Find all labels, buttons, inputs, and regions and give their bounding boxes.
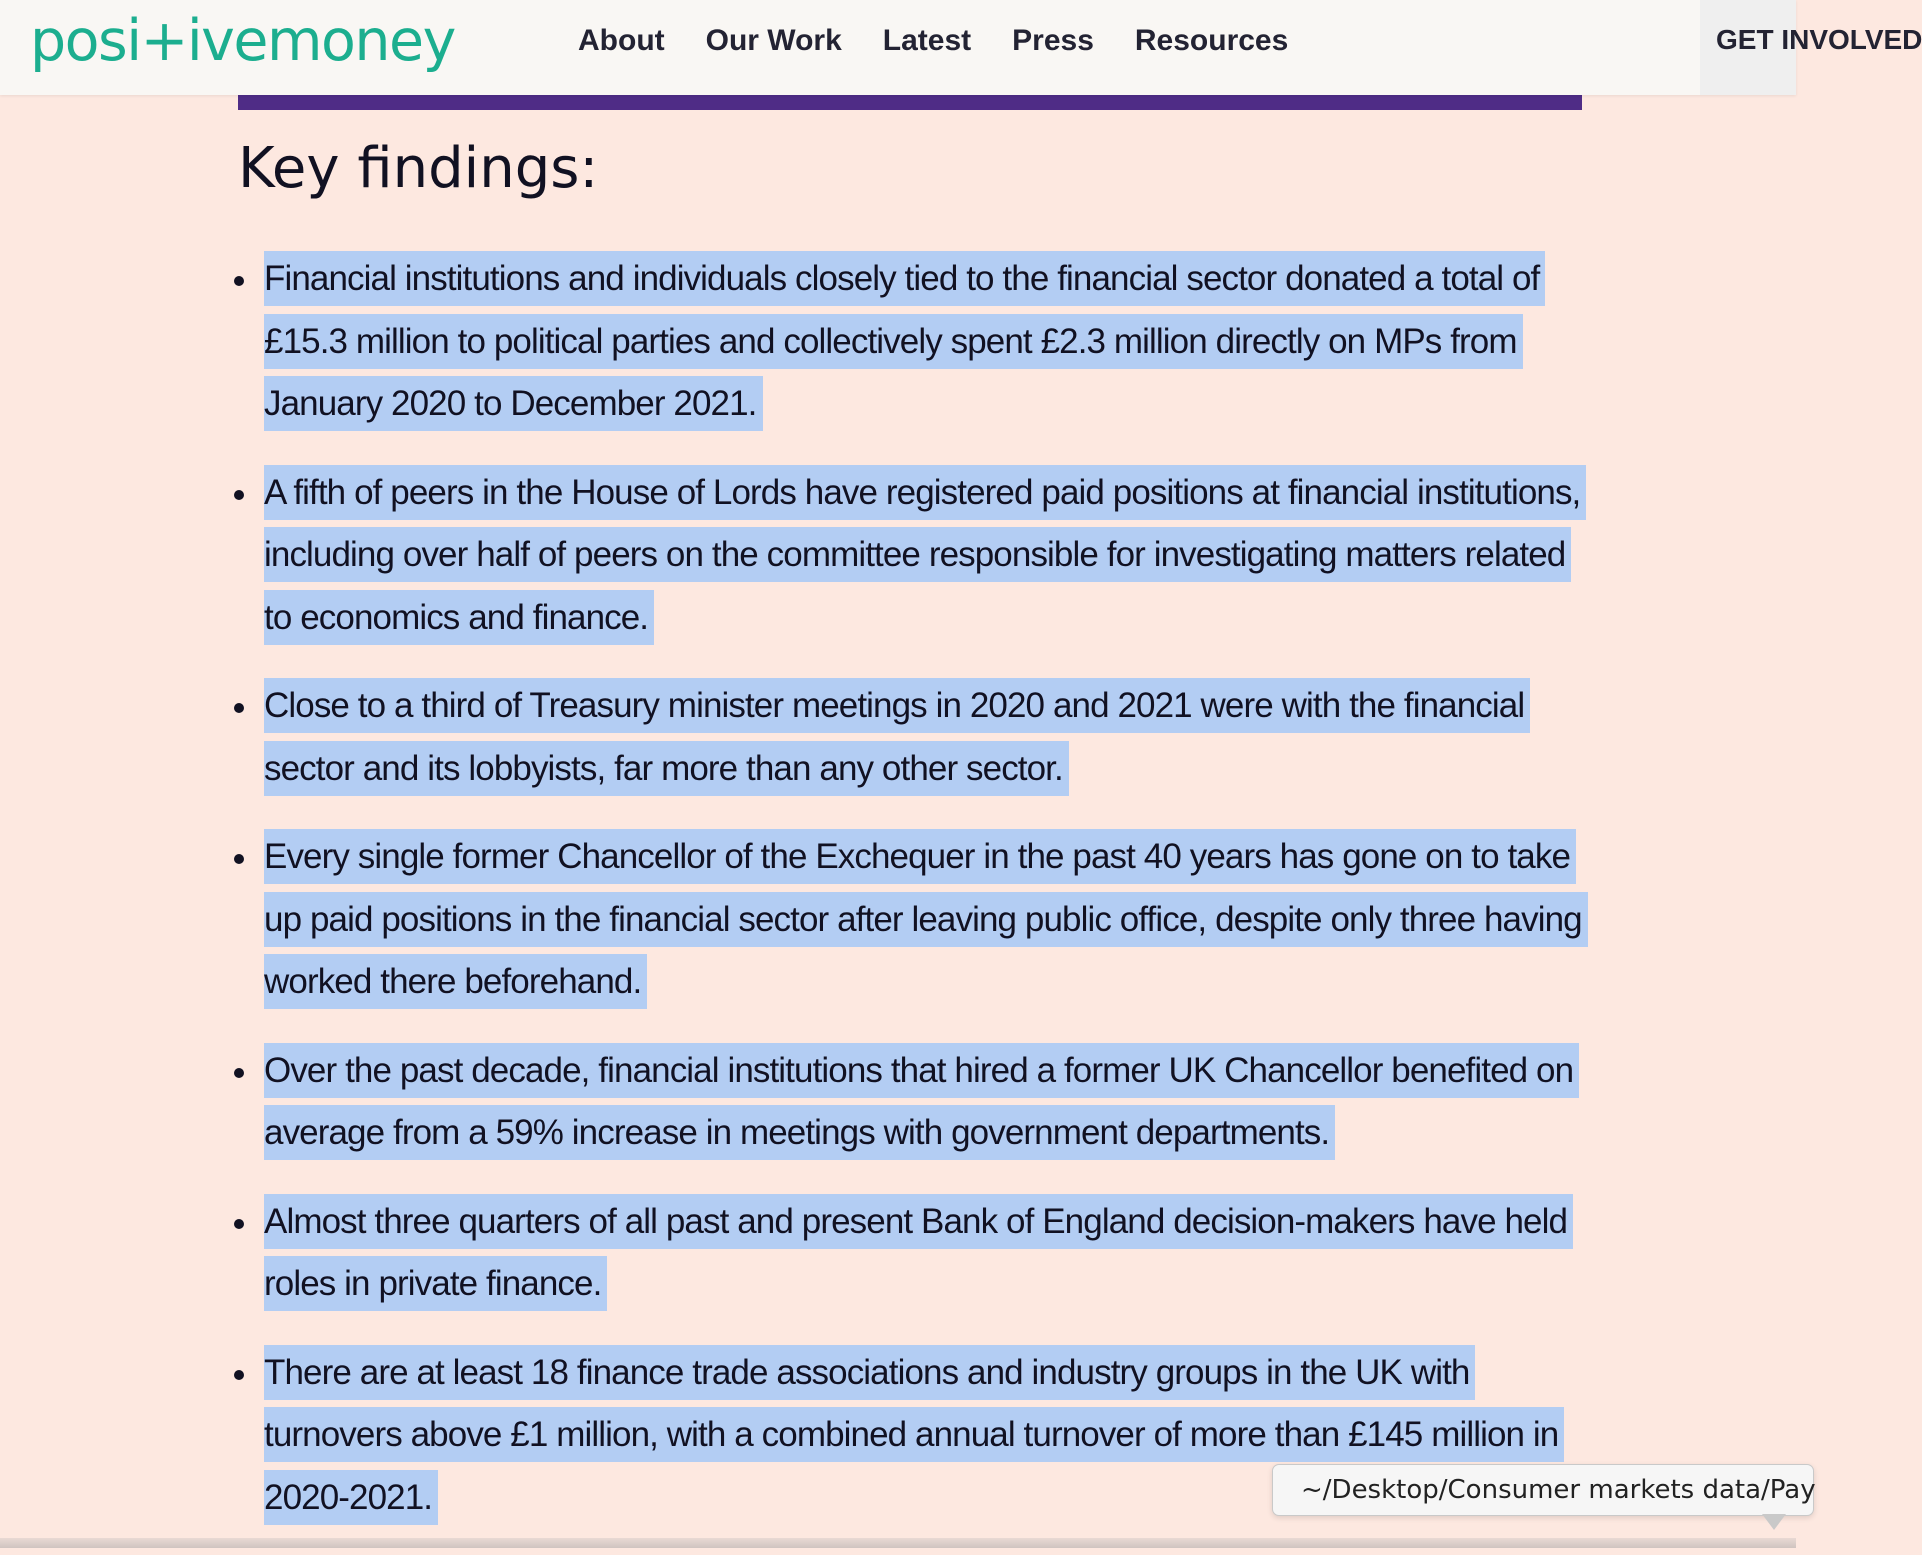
list-item	[226, 1040, 1586, 1165]
finding-text[interactable]: Almost three quarters of all past and present Bank of England decision-makers have held roles in private finance.	[264, 1194, 1573, 1312]
finding-text[interactable]: Over the past decade, financial institutions that hired a former UK Chancellor benefited on average from a 59% increase in meetings with government departments.	[264, 1043, 1579, 1161]
nav-item-our-work[interactable]: Our Work	[705, 24, 842, 57]
key-findings-list	[226, 248, 1586, 1555]
main-nav	[578, 0, 1288, 82]
list-item	[226, 248, 1586, 436]
list-item	[226, 462, 1586, 650]
list-item	[226, 1191, 1586, 1316]
site-header	[0, 0, 1922, 95]
window-bottom-edge	[0, 1538, 1796, 1548]
tooltip-pointer	[1762, 1514, 1786, 1530]
finding-text[interactable]: There are at least 18 finance trade associations and industry groups in the UK with turnovers above £1 million, with a combined annual turnover of more than £145 million in 2020-2021.	[264, 1345, 1564, 1525]
file-path-tooltip	[1272, 1464, 1814, 1516]
nav-item-latest[interactable]: Latest	[882, 24, 972, 57]
finding-text[interactable]: Every single former Chancellor of the Exchequer in the past 40 years has gone on to take up paid positions in the financial sector after leaving public office, despite only three having worked there beforehand.	[264, 829, 1588, 1009]
tooltip-path-text: ~/Desktop/Consumer markets data/Pay	[1301, 1475, 1816, 1505]
list-item	[226, 826, 1586, 1014]
nav-item-about[interactable]: About	[578, 24, 665, 57]
list-item	[226, 675, 1586, 800]
finding-text[interactable]: Close to a third of Treasury minister meetings in 2020 and 2021 were with the financial sector and its lobbyists, far more than any other sector.	[264, 678, 1530, 796]
finding-text[interactable]: Financial institutions and individuals closely tied to the financial sector donated a total of £15.3 million to political parties and collectively spent £2.3 million directly on MPs from January 2020 to December 2021.	[264, 251, 1545, 431]
nav-item-press[interactable]: Press	[1012, 24, 1094, 57]
positive-money-logo[interactable]: posi+ivemoney	[30, 8, 455, 74]
finding-text[interactable]: A fifth of peers in the House of Lords have registered paid positions at financial institutions, including over half of peers on the committee responsible for investigating matters related to economics and finance.	[264, 465, 1586, 645]
get-involved-button[interactable]	[1700, 0, 1922, 95]
nav-item-resources[interactable]: Resources	[1134, 24, 1289, 57]
get-involved-label: GET INVOLVED	[1716, 24, 1922, 55]
accent-bar	[238, 95, 1582, 110]
page-heading: Key findings:	[238, 136, 599, 201]
